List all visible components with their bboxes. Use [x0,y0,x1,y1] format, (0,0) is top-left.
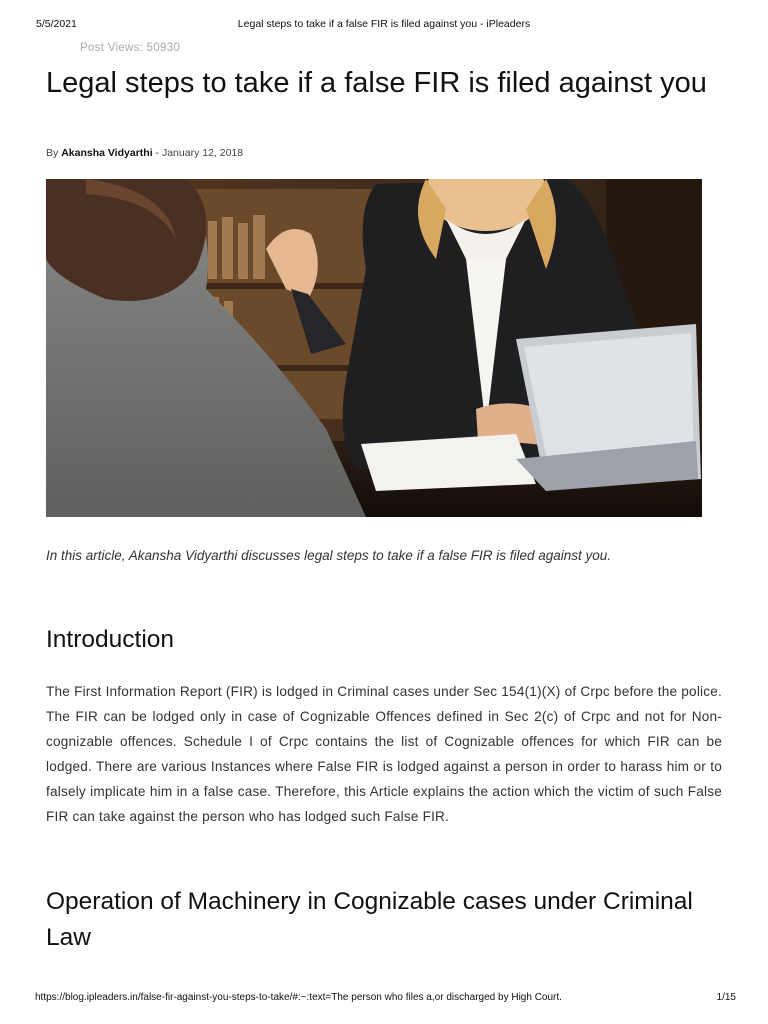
article-title: Legal steps to take if a false FIR is filed against you [46,67,707,99]
byline-prefix: By [46,147,59,159]
publish-date: January 12, 2018 [161,147,244,159]
author-link[interactable]: Akansha Vidyarthi [61,147,153,159]
print-url: https://blog.ipleaders.in/false-fir-against-you-steps-to-take/#:~:text=The person who files a,or discharged by High Court. [35,992,562,1003]
print-header [0,18,768,34]
print-document-title: Legal steps to take if a false FIR is filed against you - iPleaders [237,18,531,30]
hero-image [46,179,702,517]
byline-separator: - [155,147,160,159]
byline [46,147,243,159]
print-date: 5/5/2021 [36,18,77,30]
page-number: 1/15 [716,992,736,1003]
post-views-counter: Post Views: 50930 [80,42,181,54]
section-heading-introduction: Introduction [46,626,175,653]
introduction-paragraph: The First Information Report (FIR) is lodged in Criminal cases under Sec 154(1)(X) of Crpc before the police. The FIR can be lodged only in case of Cognizable Offences defined in Sec 2(c) of Crpc and not for Non-cognizable offences. Schedule I of Crpc contains the list of Cognizable offences for which FIR can be lodged. There are various Instances where False FIR is lodged against a person in order to harass him or to falsely implicate him in a false case. Therefore, this Article explains the action which the victim of such False FIR can take against the person who has lodged such False FIR. [46,684,722,824]
section-heading-operation-of-machinery: Operation of Machinery in Cognizable cases under Criminal Law [46,888,693,951]
article-intro: In this article, Akansha Vidyarthi discusses legal steps to take if a false FIR is filed against you. [46,548,612,563]
